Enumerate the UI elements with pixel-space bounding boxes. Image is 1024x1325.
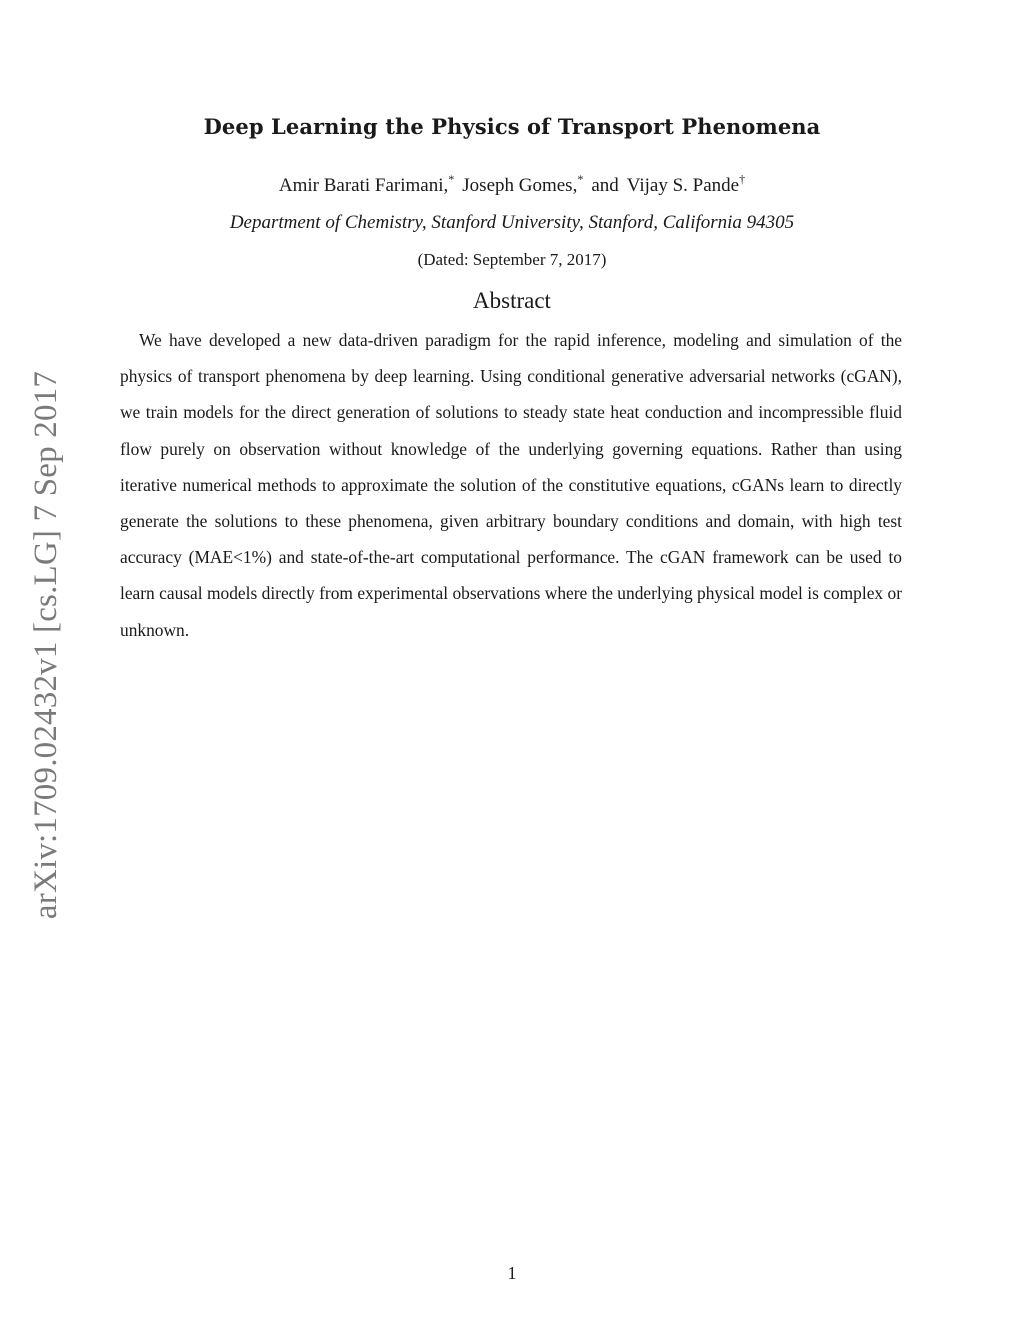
- arxiv-identifier-stamp: arXiv:1709.02432v1 [cs.LG] 7 Sep 2017: [28, 370, 64, 920]
- author-footnote-mark: *: [577, 172, 584, 186]
- authors-conjunction: and: [591, 175, 619, 196]
- author-name: Joseph Gomes,: [462, 175, 578, 196]
- abstract-heading: Abstract: [473, 288, 551, 313]
- author-list: [0, 172, 1024, 197]
- abstract-text: We have developed a new data-driven paradigm for the rapid inference, modeling and simulation of the physics of transport phenomena by deep learning. Using conditional generative adversarial networks (cGAN), we train models for the direct generation of solutions to steady state heat conduction and incompressible fluid flow purely on observation without knowledge of the underlying governing equations. Rather than using iterative numerical methods to approximate the solution of the constitutive equations, cGANs learn to directly generate the solutions to these phenomena, given arbitrary boundary conditions and domain, with high test accuracy (MAE<1%) and state-of-the-art computational performance. The cGAN framework can be used to learn causal models directly from experimental observations where the underlying physical model is complex or unknown.: [120, 330, 902, 640]
- date-line: (Dated: September 7, 2017): [417, 250, 607, 269]
- author-footnote-mark: †: [739, 172, 746, 186]
- author-name: Amir Barati Farimani,: [278, 175, 449, 196]
- author-footnote-mark: *: [448, 172, 455, 186]
- author-affiliation: Department of Chemistry, Stanford University, Stanford, California 94305: [229, 212, 795, 233]
- page-number: 1: [507, 1263, 517, 1283]
- author-name: Vijay S. Pande: [626, 175, 740, 196]
- paper-title: Deep Learning the Physics of Transport Phenomena: [203, 114, 821, 139]
